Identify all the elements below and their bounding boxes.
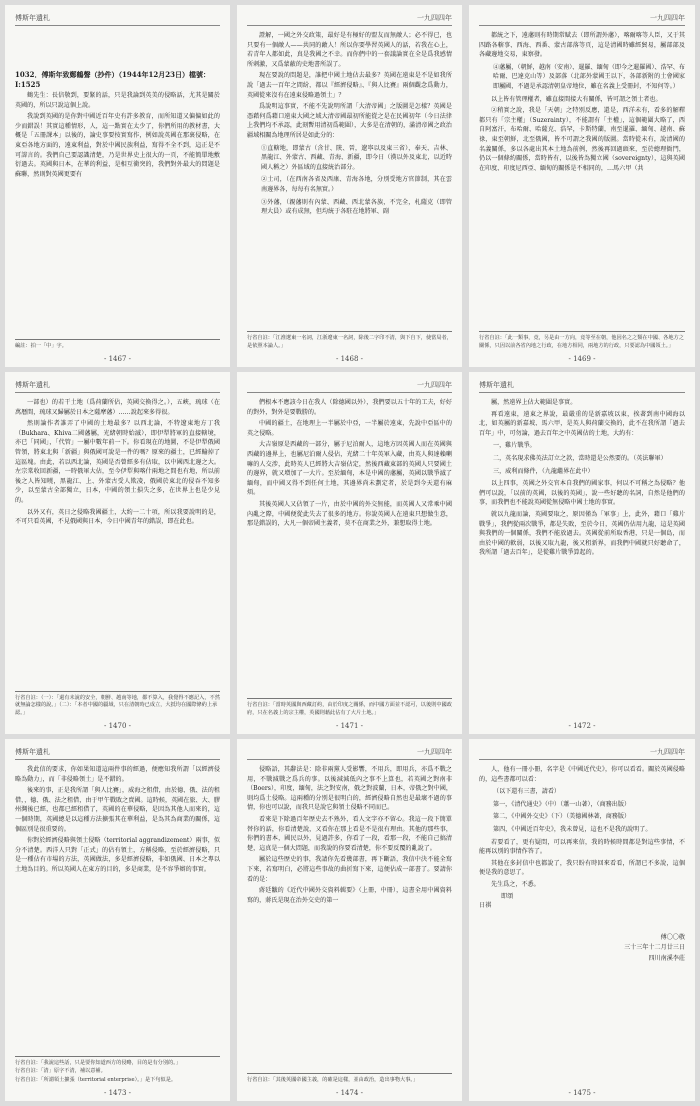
page-3 [469,5,695,367]
paragraph: 若要看了，更有疑問，可以再來信，我的時候時間都是對這些事情，不能再以別的事情作答了。 [479,838,685,856]
page-number: - 1469 - [568,355,596,363]
signature-date: 三十三年十二月廿三日 [624,944,685,952]
running-header-right: 一九四四年 [650,14,685,22]
running-header-left: 傅斯年遺札 [15,14,50,22]
paragraph: 後來的事，正是我所謂「與人比賽」，威海之租借，由於德、俄、法的租借，，德、俄、法之租借，由于甲午戰敗之賣國。這時候，英國在旅、大、膠州灣後已經，也都已經租借了，英國的在華侵略，是因為其他人而來的，這一個時期，英國總是以這種方法擴張其在華利益，是為其為商業的關係，這個區別是很重要的。 [15,787,220,833]
paragraph: 就以九龍而論，英國要取之，原因僅為「軍事」上，此外，藉口「雞片戰爭」，我們從兩次戰爭，都是失敗，至於今日，英國仍佔用九龍，這是英國與我們的一個關係，我們不能放過去。英國從前所取香港，只是一個島，而由於中國的軟弱，以後又取九龍，後又租新界，而我們中國就只好聽命了，我所謂「過去百年」，是從雞片戰爭算起的。 [479,510,685,557]
list-item: 一，雞片戰爭。 [493,442,536,450]
paragraph: 人，他有一冊小冊，名字是《中國近代史》，你可以看看。關於英國侵略的，這些書都可以看： [479,766,685,783]
page-1 [5,5,230,367]
paragraph: 大吉嶺原是西藏的一部分，屬于尼泊爾人，這地方因英國人而在英國與西藏的邊界上，也屬尼泊爾人侵佔，光緒二十年英軍入藏，由英人與達賴喇嘛的人交涉，此時英人已經將大吉嶺佔定，然後西藏東部的英國人只要國土的邊界，就又增加了一大片。至於緬甸，本是中國的藩屬，英國以戰爭滅了緬甸，而中國又得不到任何土地，其邊界尚未劃定者，於是到今天還有麻煩。 [247,441,452,497]
running-header [479,380,685,393]
paragraph: 以上四事，英國之外交官本自我們的國家事，何以不可稱之為侵略？他們可以說，「以前的英國，以後的英國」，說一些好聽的名詞，自然是他們的事，而我們也不能說英國從無侵略中國土地的事實。 [479,480,685,507]
paragraph: 蔣廷黻的《近代中國外交資料輯要》（上冊，中冊），這書全用中國資料寫的，蔣氏是現在治外交史的第一 [247,887,452,904]
page-body [479,765,685,964]
page-6 [469,372,695,734]
paragraph: 以外又有，英日之侵略我國疆土，大約一二十項，所以我要說明的是，不可只看英國，不見俄國與日本，今日中國青年的錯誤，即在此也。 [15,508,220,526]
footnotes [15,691,220,718]
paragraph: 們根本不應該今日在我人（除德國以外），我們要以五十年的工夫，好好的對外，對外是要戰勝的。 [247,399,452,416]
paragraph: 中國的疆土，在地理上一半屬於中亞，一半屬於遠東，先說中亞區中的英之侵略。 [247,420,452,437]
page-9 [469,739,695,1101]
paragraph: 一部也）的若干土地（爲荷蘭所佔，英國交換得之。），五峽，琉球（在萬曆間，琉球又歸屬於日本之薩摩藩）……說起來多得很。 [15,399,220,416]
footnotes [479,331,685,351]
page-number: - 1470 - [104,722,131,730]
page-body [247,398,452,529]
paragraph: 證解，一國之外交政策，最好是有極好的盟友而無敵人；必不得已，也只要有一個敵人——共同的敵人！所以你要學習英國人的話，若我在心上，若青年人都如此，真是我國之不幸。而你們中的一套議論實在全是爲我感情所刺激，又爲蒙蔽的史地書所誤了。 [247,32,452,68]
running-header [479,747,685,760]
paragraph: 屬於這些歷史的事，我請你先看幾部書，再下斷語，我信中決不能全寫下來，若寫明白，必將這些事故的曲折寫下來，這便佔成一部書了。要請你看的是： [247,856,452,883]
running-header-left: 傅斯年遺札 [15,381,50,389]
list-item: ④藩屬，（朝鮮，越南（安南）、暹羅、緬甸（即今之暹羅國）、浩罕、布哈爾、巴達克山等）及部落（北部外蒙國王以下，各部新附的土會國家即屬國，不過是承認清朝皇帝地位，雖在名義上受冊封，不知何等。） [493,63,685,90]
footnote: 行省自註：「此一類事，竟，另是由一方向，竟等至在朝，他因名之之類在中國、各地方之關係，只因以前各省內地之行政，在地方相同，兩地方的行政，只要認為中國領土。」 [479,335,684,349]
running-header-right: 一九四四年 [650,748,685,756]
running-header [15,747,220,760]
page-body [15,398,220,527]
paragraph: ②稍實之說，我是「天朝」之特別反應，還是，西洋未有，看多的解釋都只有「宗主權」（Suzerainty），不能謂有「主權」，這個範圍大略了，西自阿富汗，布哈爾、哈薩克、浩罕，卡斯特蘭，南至暹羅、緬甸、越南、蘇祿，東至朝鮮，北至俄國，皆不可謂之我國的版圖。當時從未有，說清國的名義關係，多以各處出其本土地為前例，然後再回過頭來，至於總理衙門，仍以一個條約關係，當時皆有，以後皆為獨立國（sovereignty），這與英國在印度、印度尼西亞、緬甸的關係是不相同的，…馬六甲（共 [479,107,685,172]
running-header [247,380,452,393]
paragraph: 屬，然遠界上佔大範圍是事實。 [491,399,577,406]
running-header [247,13,452,26]
running-header [15,13,220,26]
paragraph: 都統之下，遠藩則有時期常賦去（即所謂外藩），喀爾喀等人臣，又于其四路各轄事、西海、西番、蒙古部落等頁，這是清國時雖經貿易，屬部部及各藏邊地交易，東察發。 [479,32,685,59]
paragraph: 你對於經濟侵略與領土侵略（territorial aggrandizement）兩事，似分不清楚。西洋人只對「正式」的佔有領土，方稱侵略，至於經濟侵略，只是一種佔有市場的方法，英國做法，多是經濟侵略，非如俄國、日本之專以土地為目的。所以英國人在東方的目的，多是商業，是不容爭辯的事實。 [15,837,220,873]
footnotes [247,331,452,351]
page-8 [237,739,462,1101]
list-item: 第四，《中國近百年史》，我未曾見，這也不是我的說明了。 [493,825,652,833]
paragraph: 以上皆有管理權者，雖直接間接大有關係，皆可謂之領土者也。 [491,95,662,103]
paragraph: 再看遠東，遠東之界說，最嚴重的是新嘉坡以東，挨著到南中國海以北，如英屬的新嘉坡、馬六甲，是英人與荷蘭交換的，此不在我所謂「過去百年」中，可勿論，過去百年之中英國佔的土地，大約有： [479,410,685,437]
paragraph: 我此信的要求，你如果知道這兩件事的經過，便應知我所謂「以經濟侵略為動力」，而「非侵略領土」是不錯的。 [15,766,220,783]
paragraph: 其後英國人又佔領了一片，由於中國的外交無能，而英國人又常乘中國內亂之際，中國便從此失去了很多的地方。你說英國人在遠東只想做生意，那是錯誤的，大凡一個帝國主義者，莫不在商業之外，兼想取得土地。 [247,500,452,528]
page-number: - 1475 - [568,1089,596,1097]
paragraph: 其他在多封信中也都說了，我只盼有時回來看看，所謂已不多說，這個便是我的意思了。 [479,859,685,877]
paragraph: 我說到英國的是你對中國近百年史有許多教育，而所知道又偏偏如此的少而錯誤！其實這種情形，人，這一點實在太少了，你們所用的教材書，大概是「五冊課本」以後的，論史事要按實寫作，例如說英國在那裏侵略，在東亞各地方面的，遠東利益，對於中國民族利益，寫得不全不到，這正是不可諱言的。我們自己要認識清楚，乃是世界史上很大的一頁，不能簡單地敷衍過去。英國與日本，在華的利益，是相互衝突的，我們對外最大的問題是蘇聯，然則對英國更要有 [15,113,220,178]
page-2 [237,5,462,367]
list-item: 第二，《中國外交史》（下）（美德國林著，商務版） [493,813,631,821]
running-header-right: 一九四四年 [417,14,452,22]
running-header [247,747,452,760]
signature: 傅〇〇敬 [660,933,685,941]
footnote: 行省自註：「所謂領土擴張（territorial enterprise）。」是下句似是。 [15,1076,177,1083]
footnote: 行省自註：「江淮遼東一名詞，江浙遼東一名詞，除後二字印不清，與下自下，使當局者，是依照本論人。」 [247,335,452,349]
page-number: - 1472 - [568,722,596,730]
running-header-right: 一九四四年 [417,748,452,756]
signature-place: 四川南溪李莊 [648,954,685,962]
running-header-left: 傅斯年遺札 [479,381,514,389]
running-header [479,13,685,26]
page-number: - 1471 - [336,722,363,730]
footnote: 行省自註：「我說這些話，只是要你知道西方的侵略，目的是有分別的。」 [15,1059,181,1066]
page-body [479,31,685,173]
closing-2: 日祺 [479,902,492,910]
running-header-right: 一九四四年 [417,381,452,389]
page-4 [5,372,230,734]
page-body [15,91,220,179]
postscript: 先生爲之，不悉。 [491,880,540,888]
page-body [247,765,452,905]
page-number: - 1467 - [104,355,131,363]
page-5 [237,372,462,734]
page-number: - 1474 - [336,1089,363,1097]
list-item: ①直轄地，即蒙古（含甘、陝、晉，遼寧以及東三省），奉天、吉林、黑龍江、外蒙古、西藏、青海、新疆，即今日（漢以外及東北，以近時國人稱之）外區域的直接統治部分。 [261,144,452,171]
footnotes [15,339,220,351]
page-number: - 1473 - [104,1089,131,1097]
footnote: 行省自註：「清」原字不清，補以意補。 [15,1068,106,1075]
list-item: （以下還有三書，請看） [493,788,561,796]
closing: 即頌 [501,892,514,900]
list-item: 二，英名現求佛英法訂立之款，當時還是公然要的。（英法聯軍） [493,454,667,462]
list-item: 第一，《清代通史》（中）（蕭一山著），（商務出版） [493,800,631,808]
list-item: ③外藩，（親藩則有內蒙、西藏、西北蒙各族，不完全，札薩克（即管理大員）或有成無，但均統于各駐在地將軍、副 [261,198,452,216]
footnotes [247,698,452,718]
list-item: ②土司，（在西南各省及西康、青海各地，分別受地方官節制，其在雲南邊界各，每每有名無實。） [261,176,452,193]
paragraph: 然則論作者誰弄了中國的土地最多？以西北論，不特遼東地方丁我（Bukhara、Khiva二國藩屬，光緒朝時始滅），即伊犁將軍的直接轄境，亦已「同國」，「代管」一屬中數年前一下。你看現在的地圖，不是伊犁俄國管領，將東北與「新疆」與俄國可說是一件的嗎？原來的疆土，已經輸掉了這區塊。由此，若以西北論，英國是否曾經多有佔取，以中國西北邊之大。左宗棠收回新疆，一時俄軍大佔，至今伊犁與喀什兩地之間也有地，所以前後之人皆知曉，黑龍江、上、外蒙古受人欺凌，俄國於東北的侵吞不知多少，以至蒙古全部獨立，日本，中國的領土損失之多，在世界上也是少見的。 [15,420,220,504]
page-number: - 1468 - [336,355,363,363]
footnotes [15,1056,220,1085]
page-body [15,765,220,875]
paragraph: 看來是下除過百年歷史去不熟外，看人文字亦不留心。我這一段下簡單替你的話，你看清楚說，又看你在那上看是不是很有理由。其他的那些事，你們的書本，國民以外，見過許多，你看了一段，看那一段，不能自己搞清楚，這真是一個大問題，而我說的你要看清楚，你不要反覆的亂說了。 [247,815,452,852]
paragraph: 現在要說的問題是，誰把中國土地佔去最多？英國在遠東是不是如我所說「過去一百年之間紛，都以『經濟侵略』、『與人比賽』兩個觀念爲動力，英國從來沒有在遠東侵略過領土」？ [247,72,452,99]
footnote: 行省自註：（一）：「還有未說的安全，朝鮮、越南等地，都不算入，我覺得不應記入，不然就無論怎樣的說。」（二）：「本者中國的疆域，只在清朝時已成立，大抵均在國際條約上承認。」 [15,694,220,716]
running-header [15,380,220,393]
footnote: 行省自註：「其後英國帝國主義，的確是這樣，並由政治，造出事物大事。」 [247,1076,419,1083]
page-body [479,398,685,558]
footnotes [247,1073,452,1085]
letter-title: 1032．傅斯年致鄭鶴聲（抄件）（1944年12月23日）檔號：I:1525 [15,70,210,89]
paragraph: 爲說明這事實，不能不先說明所謂「大清帝國」之版圖是怎樣？英國是憑藉何爲藉口遠東大國之域大清帝國最初所能從之是在民國初年（今日法律上我們均不承認，此刻暫用清初爲範圍），大多是在清朝的，滿清帝國之政治疆域相關為地理所居是如此分的： [247,103,452,139]
footnote: 編註：拍一「中」字。 [15,342,67,349]
footnote: 行省自註：「當時英國與西藏訂約，由於印度之關係，而中國方面並不認可，以後則中國政府，只在名義上的宗主權，英國則藉此佔有了大片土地。」 [247,702,452,716]
list-item: 三，威利而條件，（九龍繼界在此中） [493,467,594,475]
page-7 [5,739,230,1101]
page-body [247,31,452,217]
paragraph: 侵略語，其辭法是：除非兩黨人受影響，不用兵，即用兵，亦爲不戰之用，不戰減戰之爲兵的事。以後減減低內之事不上算也，若英國之對南非（Boers），印度，緬甸，法之對安南，俄之對波蘭，日本，帝俄之對中國，則均爲土侵略。這兩種的分別是很明白的，經濟侵略自然也是最壞不過的事情，你也可以說，而我只是說它與領土侵略不同而已。 [247,766,452,812]
paragraph: 鶴先生：長信敬到，要緊的話，只是我論到英美的侵略話，尤其是關於英國的，所以只說這個上說。 [15,92,220,109]
signature-block [479,933,685,964]
running-header-left: 傅斯年遺札 [15,748,50,756]
